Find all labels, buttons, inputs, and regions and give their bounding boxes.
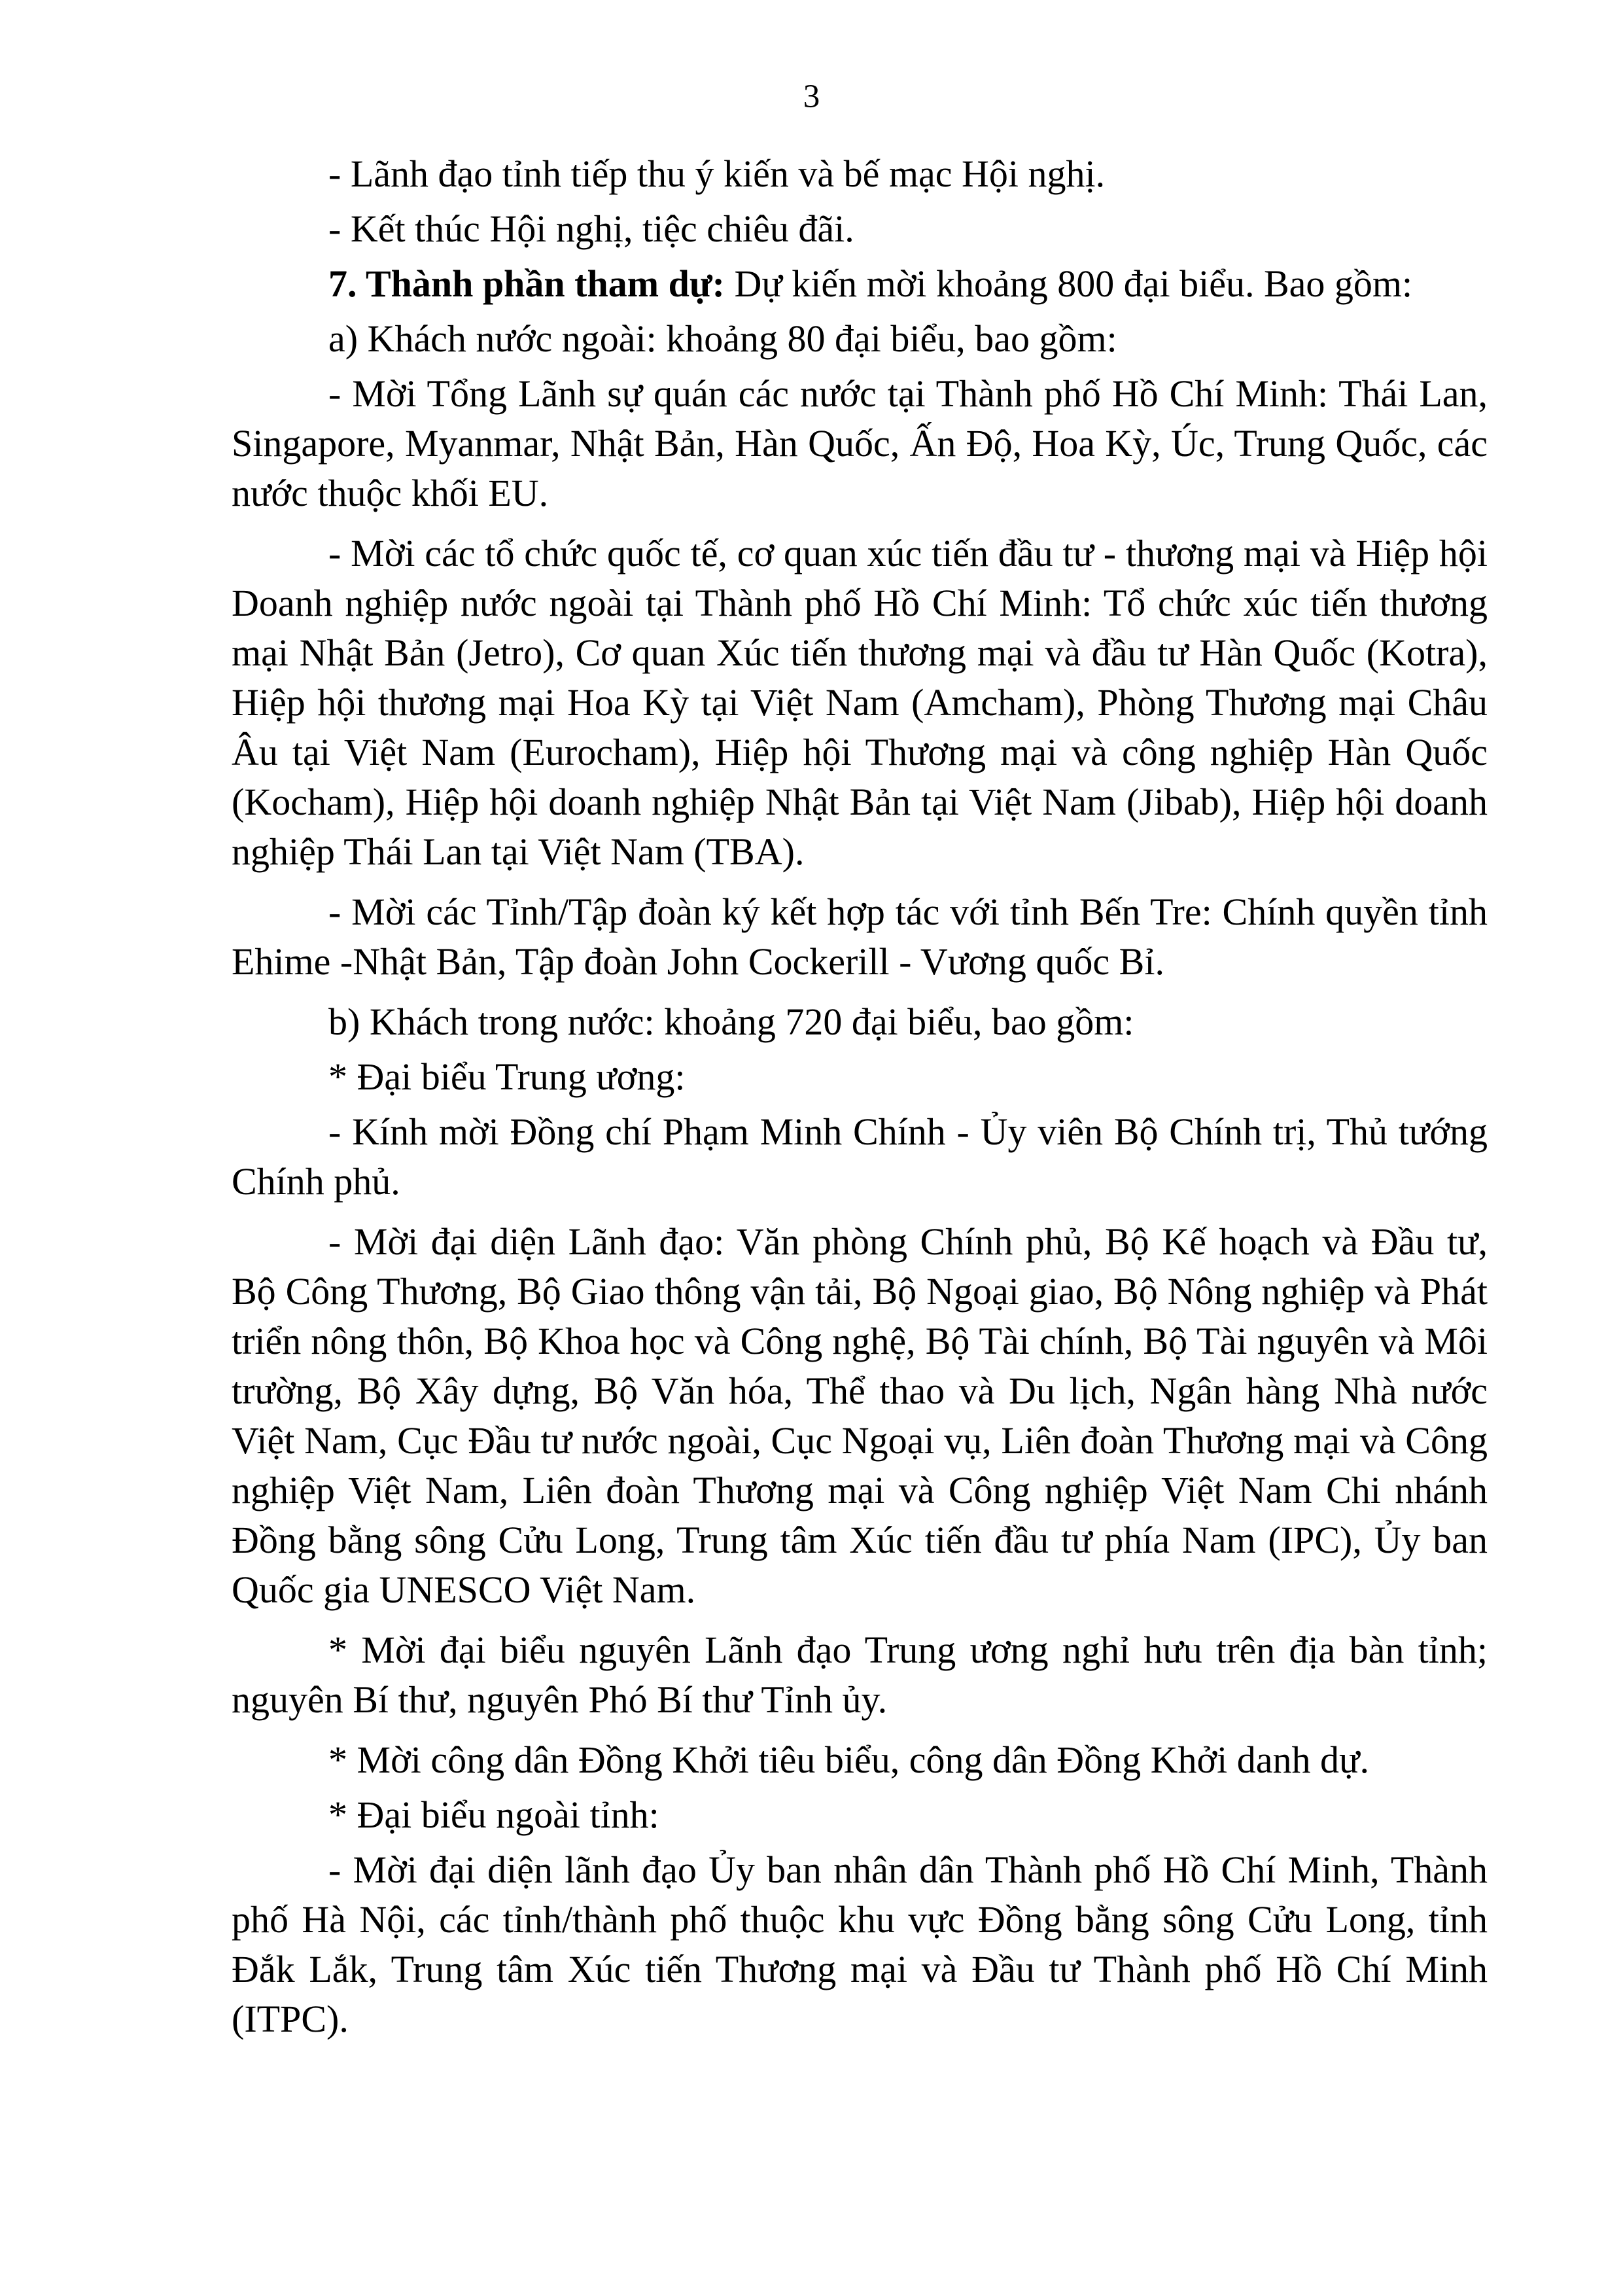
- paragraph-ministries: - Mời đại diện Lãnh đạo: Văn phòng Chính phủ, Bộ Kế hoạch và Đầu tư, Bộ Công Thương, Bộ Giao thông vận tải, Bộ Ngoại giao, Bộ Nông nghiệp và Phát triển nông thôn, Bộ Khoa học và Công nghệ, Bộ Tài chính, Bộ Tài nguyên và Môi trường, Bộ Xây dựng, Bộ Văn hóa, Thể thao và Du lịch, Ngân hàng Nhà nước Việt Nam, Cục Đầu tư nước ngoài, Cục Ngoại vụ, Liên đoàn Thương mại và Công nghiệp Việt Nam, Liên đoàn Thương mại và Công nghiệp Việt Nam Chi nhánh Đồng bằng sông Cửu Long, Trung tâm Xúc tiến đầu tư phía Nam (IPC), Ủy ban Quốc gia UNESCO Việt Nam.: [232, 1220, 1488, 1611]
- paragraph-leader-closing: - Lãnh đạo tỉnh tiếp thu ý kiến và bế mạc Hội nghị.: [328, 152, 1106, 195]
- paragraph-retired-leaders: * Mời đại biểu nguyên Lãnh đạo Trung ương nghỉ hưu trên địa bàn tỉnh; nguyên Bí thư, nguyên Phó Bí thư Tỉnh ủy.: [232, 1629, 1488, 1721]
- paragraph-conference-end: - Kết thúc Hội nghị, tiệc chiêu đãi.: [328, 207, 854, 250]
- paragraph-participants: [232, 259, 1488, 309]
- document-body: [232, 149, 1488, 2055]
- paragraph-city-leaders: - Mời đại diện lãnh đạo Ủy ban nhân dân Thành phố Hồ Chí Minh, Thành phố Hà Nội, các tỉnh/thành phố thuộc khu vực Đồng bằng sông Cửu Long, tỉnh Đắk Lắk, Trung tâm Xúc tiến Thương mại và Đầu tư Thành phố Hồ Chí Minh (ITPC).: [232, 1848, 1488, 2040]
- paragraph-prime-minister: - Kính mời Đồng chí Phạm Minh Chính - Ủy viên Bộ Chính trị, Thủ tướng Chính phủ.: [232, 1110, 1488, 1203]
- section-heading-participants: 7. Thành phần tham dự:: [328, 262, 725, 305]
- paragraph-foreign-guests: a) Khách nước ngoài: khoảng 80 đại biểu, bao gồm:: [328, 317, 1117, 360]
- participants-summary: Dự kiến mời khoảng 800 đại biểu. Bao gồm:: [724, 262, 1413, 305]
- paragraph-international-organizations: - Mời các tổ chức quốc tế, cơ quan xúc tiến đầu tư - thương mại và Hiệp hội Doanh nghiệp nước ngoài tại Thành phố Hồ Chí Minh: Tổ chức xúc tiến thương mại Nhật Bản (Jetro), Cơ quan Xúc tiến thương mại và đầu tư Hàn Quốc (Kotra), Hiệp hội thương mại Hoa Kỳ tại Việt Nam (Amcham), Phòng Thương mại Châu Âu tại Việt Nam (Eurocham), Hiệp hội Thương mại và công nghiệp Hàn Quốc (Kocham), Hiệp hội doanh nghiệp Nhật Bản tại Việt Nam (Jibab), Hiệp hội doanh nghiệp Thái Lan tại Việt Nam (TBA).: [232, 532, 1488, 873]
- paragraph-partner-provinces: - Mời các Tỉnh/Tập đoàn ký kết hợp tác với tỉnh Bến Tre: Chính quyền tỉnh Ehime -Nhật Bản, Tập đoàn John Cockerill - Vương quốc Bỉ.: [232, 891, 1488, 983]
- paragraph-consulates: - Mời Tổng Lãnh sự quán các nước tại Thành phố Hồ Chí Minh: Thái Lan, Singapore, Myanmar, Nhật Bản, Hàn Quốc, Ấn Độ, Hoa Kỳ, Úc, Trung Quốc, các nước thuộc khối EU.: [232, 372, 1488, 514]
- page-number: 3: [803, 79, 820, 115]
- paragraph-central-delegates: * Đại biểu Trung ương:: [328, 1055, 686, 1098]
- paragraph-dong-khoi-citizens: * Mời công dân Đồng Khởi tiêu biểu, công dân Đồng Khởi danh dự.: [328, 1739, 1369, 1781]
- paragraph-out-of-province: * Đại biểu ngoài tỉnh:: [328, 1793, 659, 1836]
- paragraph-domestic-guests: b) Khách trong nước: khoảng 720 đại biểu, bao gồm:: [328, 1000, 1134, 1043]
